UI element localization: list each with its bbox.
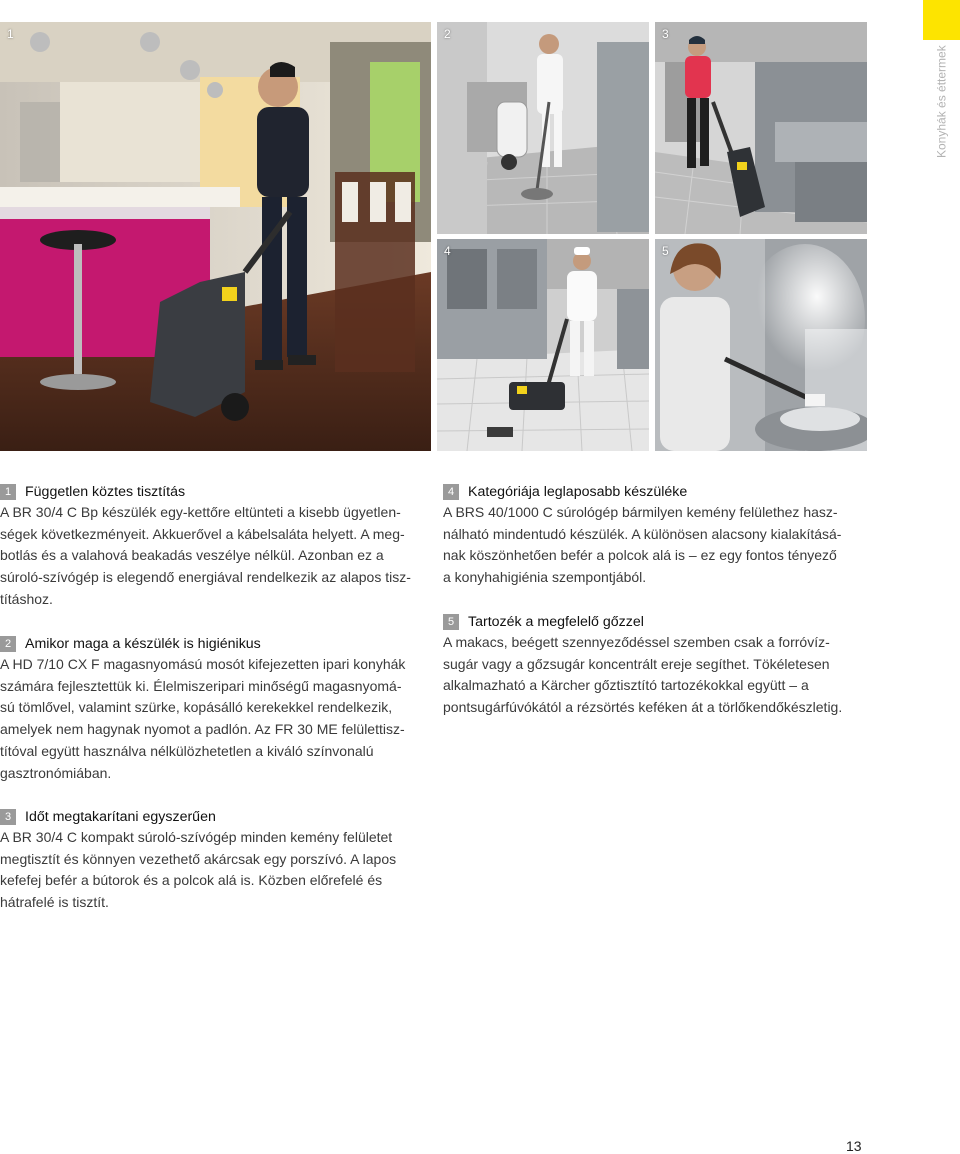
photo-number: 4 [444,244,451,258]
section-header [0,809,425,825]
text-line: sugár vagy a gőzsugár koncentrált ereje segíthet. Tökéletesen [443,655,830,672]
text-line: amelyek nem hagynak nyomot a padlón. Az FR 30 ME felülettisz- [0,721,405,738]
section-title: Időt megtakarítani egyszerűen [25,809,216,825]
chapter-color-tab [923,0,960,40]
photo-3 [655,22,867,234]
photo-number: 5 [662,244,669,258]
section-5 [443,614,873,719]
text-line: A BR 30/4 C Bp készülék egy-kettőre eltünteti a kisebb ügyetlen- [0,504,401,520]
text-line: pontsugárfúvókától a rézsörtés keféken át a törlőkendőkészletig. [443,699,843,716]
photo-steam-cleaner-icon [655,239,867,451]
photo-number: 1 [7,27,14,41]
photo-5 [655,239,867,451]
section-number: 3 [0,809,16,825]
section-title: Kategóriája leglaposabb készüléke [468,484,688,500]
photo-number: 2 [444,27,451,41]
text-line: a konyhahigiénia szempontjából. [443,569,647,586]
text-line: tításhoz. [0,590,53,607]
text-line: hátrafelé is tisztít. [0,894,109,911]
section-1 [0,484,425,611]
section-number: 2 [0,636,16,652]
photo-number: 3 [662,27,669,41]
section-2 [0,636,425,784]
text-line: számára fejlesztettük ki. Élelmiszeripari minőségű magasnyomá- [0,677,402,694]
text-line: A makacs, beégett szennyeződéssel szemben csak a forróvíz- [443,634,830,650]
text-line: sú tömlővel, valamint szürke, kopásálló kerekekkel rendelkezik, [0,699,393,716]
section-4 [443,484,873,589]
section-3 [0,809,425,914]
section-header [443,614,873,630]
section-number: 5 [443,614,459,630]
section-title: Amikor maga a készülék is higiénikus [25,636,261,652]
photo-2 [437,22,649,234]
photo-kitchen-pressure-washer-icon [437,22,649,234]
section-body [443,632,873,719]
section-title: Független köztes tisztítás [25,484,186,500]
text-line: kefefej befér a bútorok és a polcok alá is. Közben előrefelé és [0,872,383,889]
text-line: A BR 30/4 C kompakt súroló-szívógép minden kemény felületet [0,829,393,845]
section-body [0,502,425,611]
photo-kitchen-scrubber-icon [655,22,867,234]
photo-1 [0,22,431,451]
section-number: 4 [443,484,459,500]
page-number: 13 [846,1138,862,1154]
section-body [0,827,425,914]
section-body [443,502,873,589]
chapter-label: Konyhák és éttermek [934,45,949,158]
section-header [0,636,425,652]
text-line: ségek következményeit. Akkuerővel a kábelsaláta helyett. A meg- [0,525,405,542]
text-line: alkalmazható a Kärcher gőztisztító tartozékokkal együtt – a [443,677,809,694]
text-line: A BRS 40/1000 C súrológép bármilyen kemény felülethez hasz- [443,504,838,520]
text-line: botlás és a valahová beakadás veszélye nélkül. Azonban ez a [0,547,384,564]
section-number: 1 [0,484,16,500]
text-line: nálható mindentudó készülék. A különösen alacsony kialakításá- [443,525,842,542]
text-line: A HD 7/10 CX F magasnyomású mosót kifejezetten ipari konyhák [0,656,406,672]
section-header [443,484,873,500]
photo-kitchen-floor-machine-icon [437,239,649,451]
section-body [0,654,425,784]
photo-bar-scrubber-icon [0,22,431,451]
section-title: Tartozék a megfelelő gőzzel [468,614,644,630]
text-line: gasztronómiában. [0,764,112,781]
text-line: títóval együtt használva nélkülözhetetlen a kiváló színvonalú [0,742,374,759]
text-line: súroló-szívógép is elegendő energiával rendelkezik az alapos tisz- [0,569,411,586]
section-header [0,484,425,500]
text-line: nak köszönhetően befér a polcok alá is – ez egy fontos tényező [443,547,837,564]
photo-4 [437,239,649,451]
text-line: megtisztít és könnyen vezethető akárcsak egy porszívó. A lapos [0,850,397,867]
